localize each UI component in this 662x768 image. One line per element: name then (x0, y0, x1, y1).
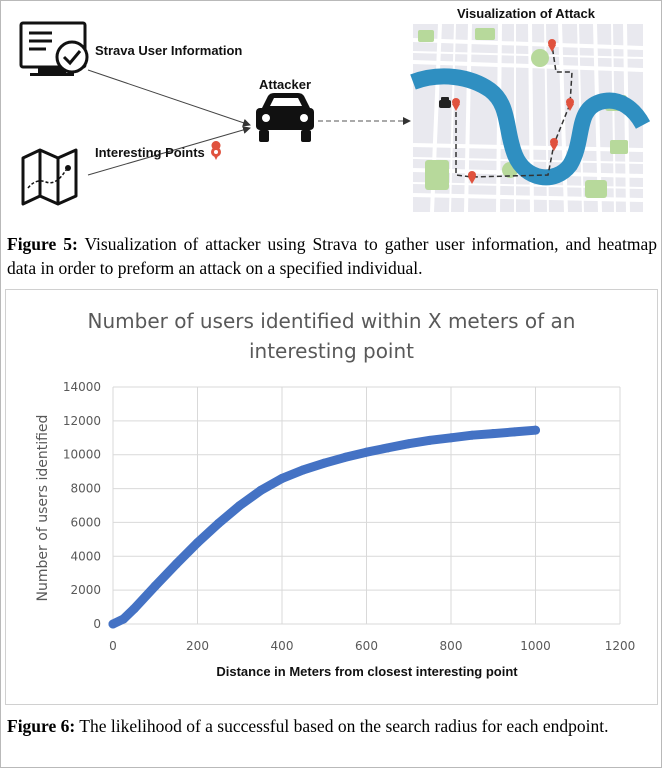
x-tick-label: 1000 (520, 639, 551, 653)
data-point (214, 519, 223, 528)
data-point (447, 433, 456, 442)
data-point (468, 431, 477, 440)
y-tick-label: 0 (93, 617, 101, 631)
figure5-caption-text: Visualization of attacker using Strava to gather user information, and heatmap data in order to preform an attack on a specified individual. (7, 234, 657, 278)
strava-user-info-label: Strava User Information (95, 43, 243, 58)
y-tick-label: 14000 (62, 380, 101, 394)
data-point (489, 429, 498, 438)
data-point (109, 620, 118, 629)
map-title-label: Visualization of Attack (457, 6, 595, 21)
data-point (383, 443, 392, 452)
data-point (130, 604, 139, 613)
data-point (404, 439, 413, 448)
data-point (278, 474, 287, 483)
y-tick-label: 12000 (62, 413, 101, 428)
chart-title-line2: interesting point (248, 339, 415, 363)
y-tick-label: 6000 (70, 515, 101, 530)
data-point (341, 453, 350, 462)
figure6-caption (7, 714, 657, 738)
data-point (510, 427, 519, 436)
x-tick-label: 800 (439, 639, 463, 653)
data-point (299, 465, 308, 474)
interesting-points-label: Interesting Points (95, 145, 205, 160)
y-tick-label: 8000 (70, 481, 101, 496)
data-point (531, 426, 540, 435)
x-tick-label: 200 (186, 639, 209, 653)
data-point (320, 459, 329, 468)
chart-title-line1: Number of users identified within X meters of an (87, 309, 576, 333)
data-point (119, 614, 128, 623)
y-axis-label: Number of users identified (35, 414, 51, 602)
x-tick-label: 1200 (604, 639, 636, 653)
x-axis-label: Distance in Meters from closest interesting point (216, 664, 518, 679)
y-tick-label: 4000 (70, 549, 101, 564)
attacker-label: Attacker (259, 77, 312, 92)
data-point (256, 486, 265, 495)
data-point (362, 448, 371, 457)
x-tick-label: 400 (270, 639, 294, 653)
figure6-caption-label: Figure 6: (7, 716, 76, 736)
y-tick-label: 2000 (70, 583, 101, 598)
x-tick-label: 0 (109, 639, 117, 653)
data-point (235, 501, 244, 510)
data-point (172, 559, 181, 568)
x-tick-label: 600 (355, 639, 378, 653)
figure6-caption-text: The likelihood of a successful based on the search radius for each endpoint. (79, 716, 609, 736)
data-point (425, 436, 434, 445)
data-point (151, 581, 160, 590)
figure5-caption-label: Figure 5: (7, 234, 78, 254)
data-point (193, 538, 202, 547)
y-tick-label: 10000 (62, 447, 101, 462)
